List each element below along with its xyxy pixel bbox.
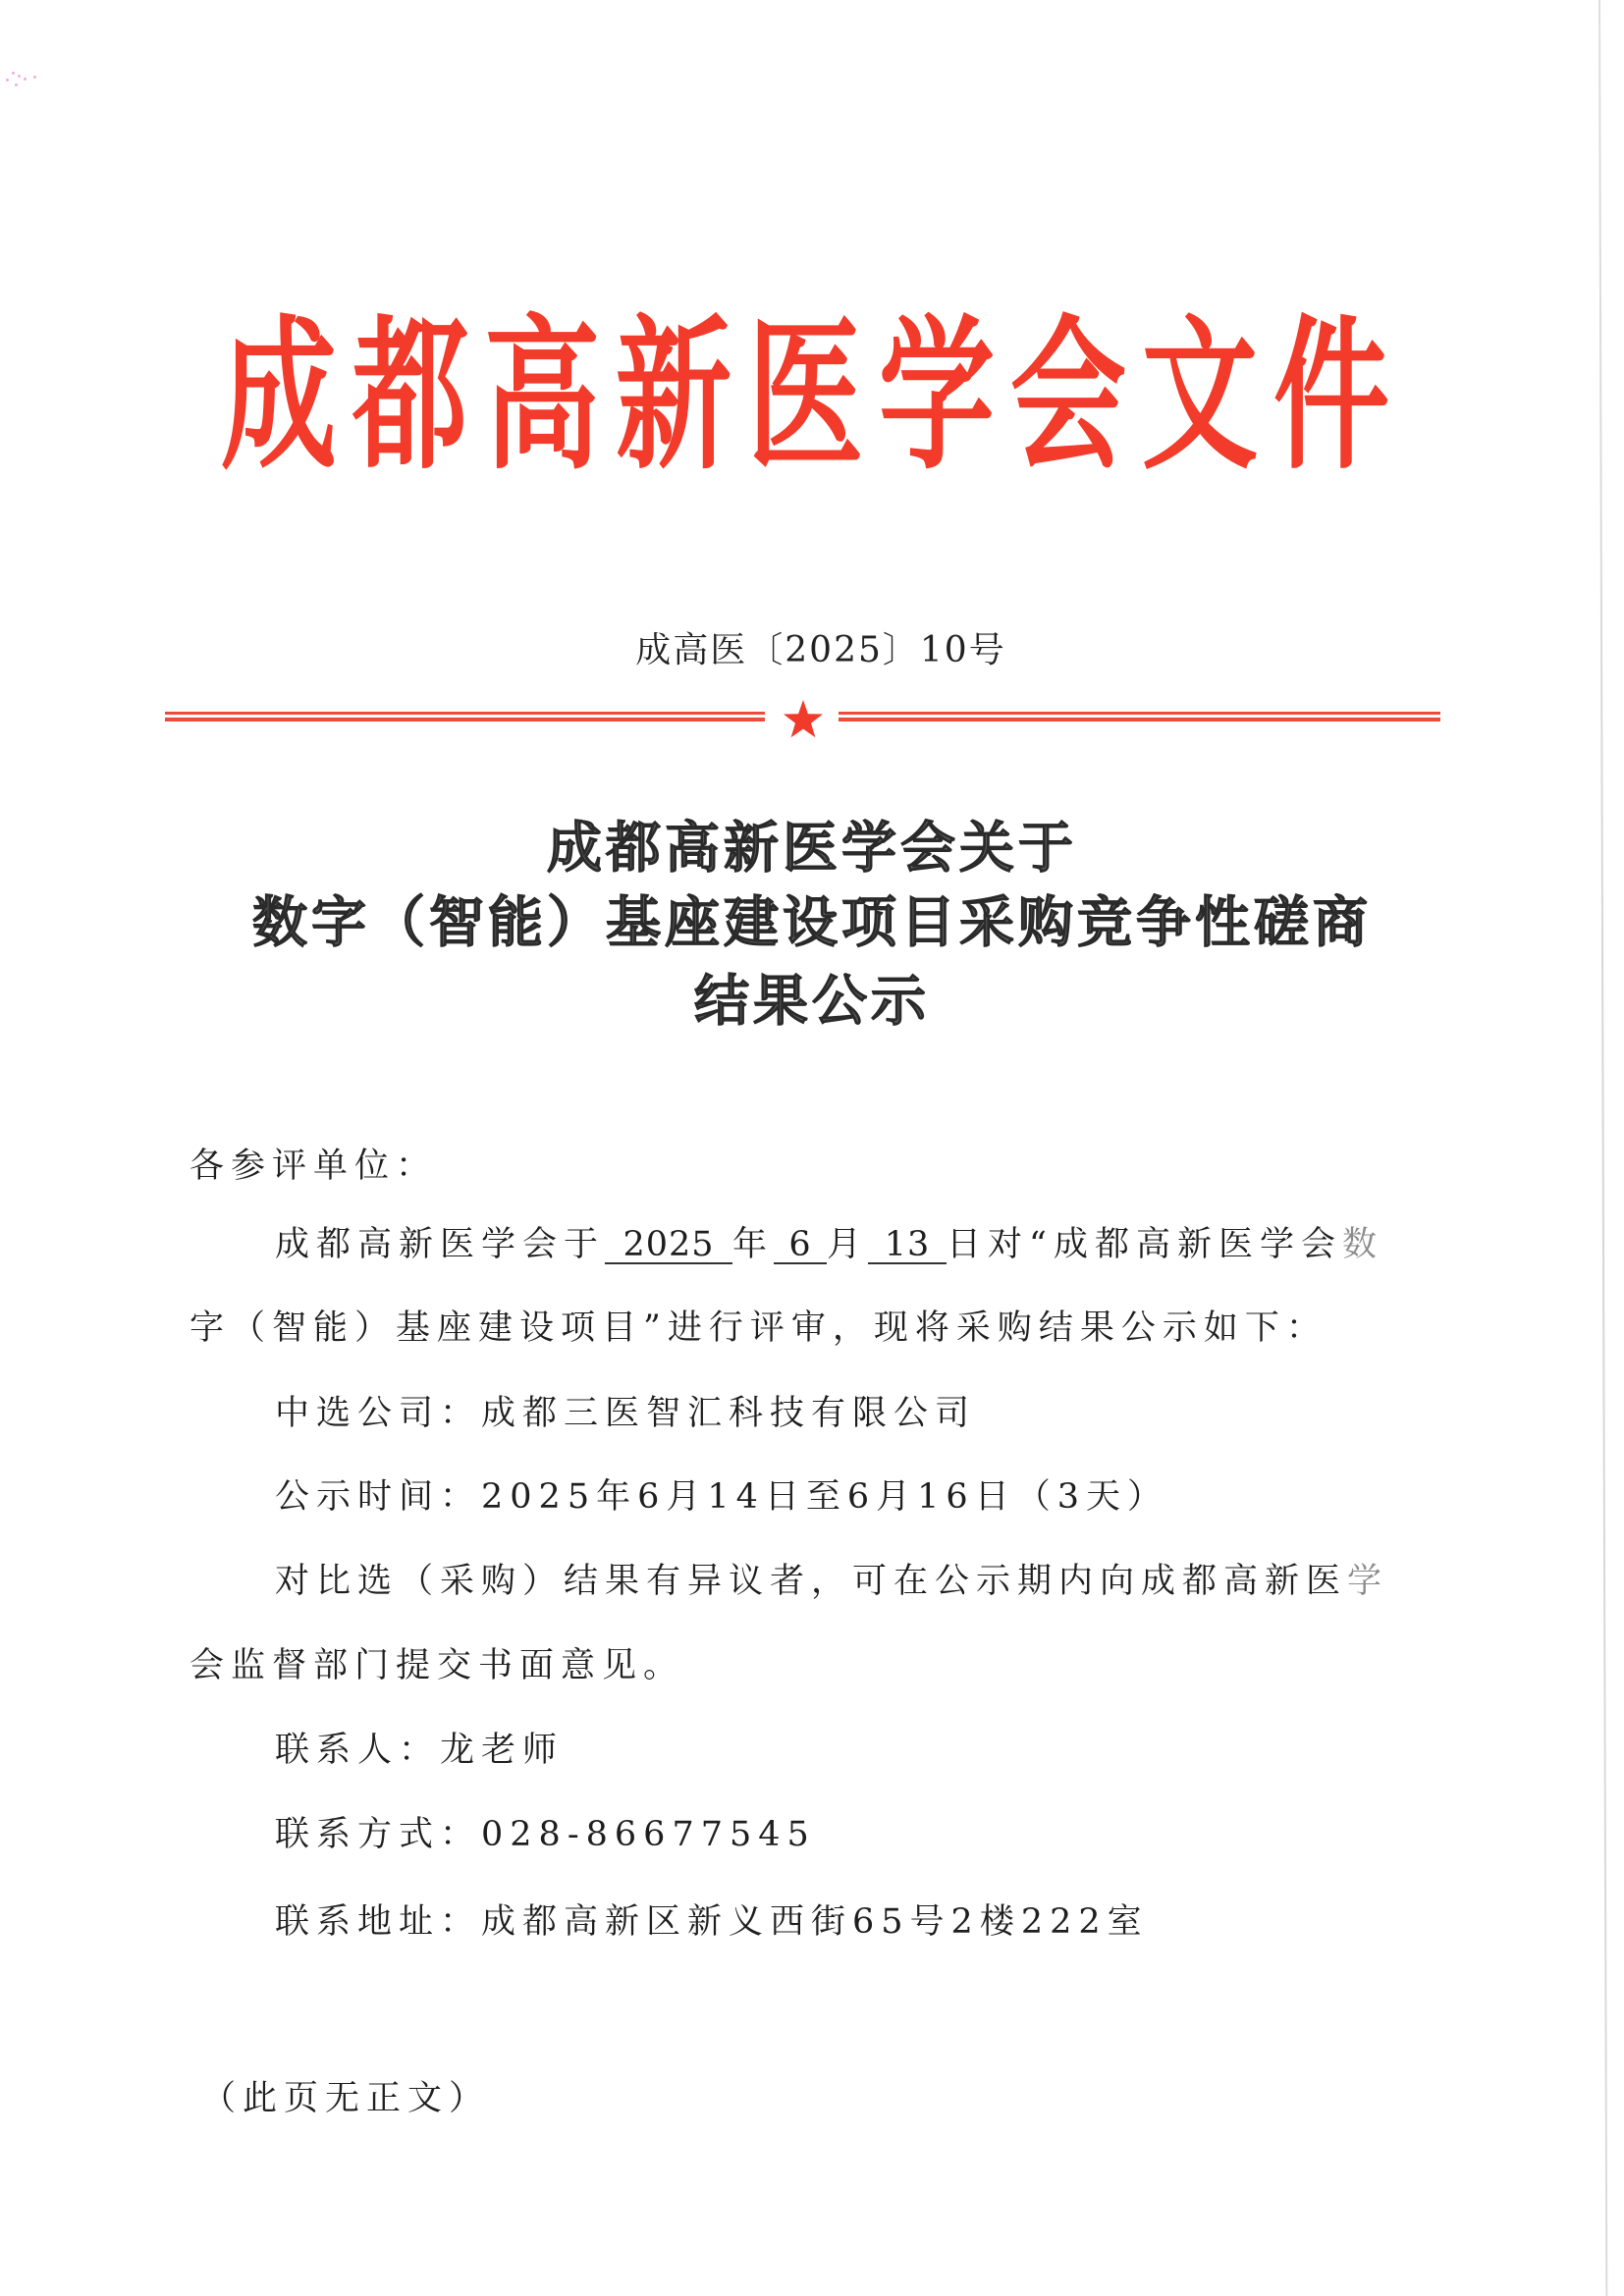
masthead-char: 都 bbox=[352, 297, 469, 492]
year-unit: 年 bbox=[732, 1225, 775, 1264]
period-label: 公示时间： bbox=[275, 1477, 482, 1517]
contact-person-label: 联系人： bbox=[275, 1731, 441, 1770]
review-year-blank: 2025 bbox=[605, 1227, 732, 1264]
objection-text: 对比选（采购）结果有异议者，可在公示期内向成都高新医 bbox=[275, 1562, 1348, 1601]
heading-line-2: 数字（智能）基座建设项目采购竞争性磋商 bbox=[252, 890, 1372, 955]
masthead-title bbox=[221, 297, 1390, 492]
paragraph-1-line-1 bbox=[275, 1225, 1383, 1264]
masthead-char: 成 bbox=[221, 297, 338, 492]
para1-faded-char: 数 bbox=[1341, 1225, 1383, 1264]
salutation: 各参评单位： bbox=[189, 1147, 438, 1186]
masthead-char: 文 bbox=[1142, 297, 1259, 492]
contact-phone: 028-86677545 bbox=[481, 1815, 816, 1854]
masthead-char: 会 bbox=[1010, 297, 1127, 492]
contact-phone-label: 联系方式： bbox=[275, 1815, 482, 1854]
masthead-char: 医 bbox=[747, 297, 864, 492]
contact-person: 龙老师 bbox=[440, 1731, 565, 1770]
red-rule-right-thin bbox=[839, 712, 1440, 715]
scan-specks bbox=[4, 64, 43, 88]
red-rule-left-thick bbox=[165, 718, 765, 721]
period-value: 2025年6月14日至6月16日（3天） bbox=[481, 1477, 1168, 1517]
contact-address: 成都高新区新义西街65号2楼222室 bbox=[481, 1902, 1149, 1942]
objection-line-2: 会监督部门提交书面意见。 bbox=[189, 1646, 685, 1685]
heading-line-3: 结果公示 bbox=[694, 969, 930, 1034]
contact-address-label: 联系地址： bbox=[275, 1902, 482, 1942]
masthead-char: 高 bbox=[484, 297, 601, 492]
document-number: 成高医〔2025〕10号 bbox=[635, 630, 1006, 670]
objection-faded-char: 学 bbox=[1347, 1562, 1389, 1601]
paragraph-1-line-2: 字（智能）基座建设项目”进行评审，现将采购结果公示如下： bbox=[189, 1308, 1327, 1348]
heading-line-1: 成都高新医学会关于 bbox=[547, 816, 1077, 881]
review-day-blank: 13 bbox=[868, 1227, 947, 1264]
contact-address-line bbox=[275, 1902, 1149, 1942]
review-month-blank: 6 bbox=[774, 1227, 827, 1264]
red-rule-right-thick bbox=[839, 718, 1440, 721]
winner-company: 成都三医智汇科技有限公司 bbox=[481, 1394, 977, 1433]
month-unit: 月 bbox=[827, 1225, 869, 1264]
contact-person-line bbox=[275, 1731, 564, 1770]
footer-note: （此页无正文） bbox=[201, 2079, 491, 2118]
objection-line-1 bbox=[275, 1562, 1388, 1601]
red-rule-left-thin bbox=[165, 712, 765, 715]
winner-line bbox=[275, 1394, 976, 1433]
masthead-char: 学 bbox=[879, 297, 996, 492]
winner-label: 中选公司： bbox=[275, 1394, 482, 1433]
masthead-char: 新 bbox=[616, 297, 732, 492]
red-star-icon bbox=[783, 699, 824, 740]
masthead-char: 件 bbox=[1273, 297, 1390, 492]
day-unit: 日对“成都高新医学会 bbox=[947, 1225, 1342, 1264]
period-line bbox=[275, 1477, 1168, 1517]
contact-phone-line bbox=[275, 1815, 816, 1854]
scan-edge-line bbox=[1598, 0, 1607, 2296]
para1-prefix: 成都高新医学会于 bbox=[275, 1225, 606, 1264]
